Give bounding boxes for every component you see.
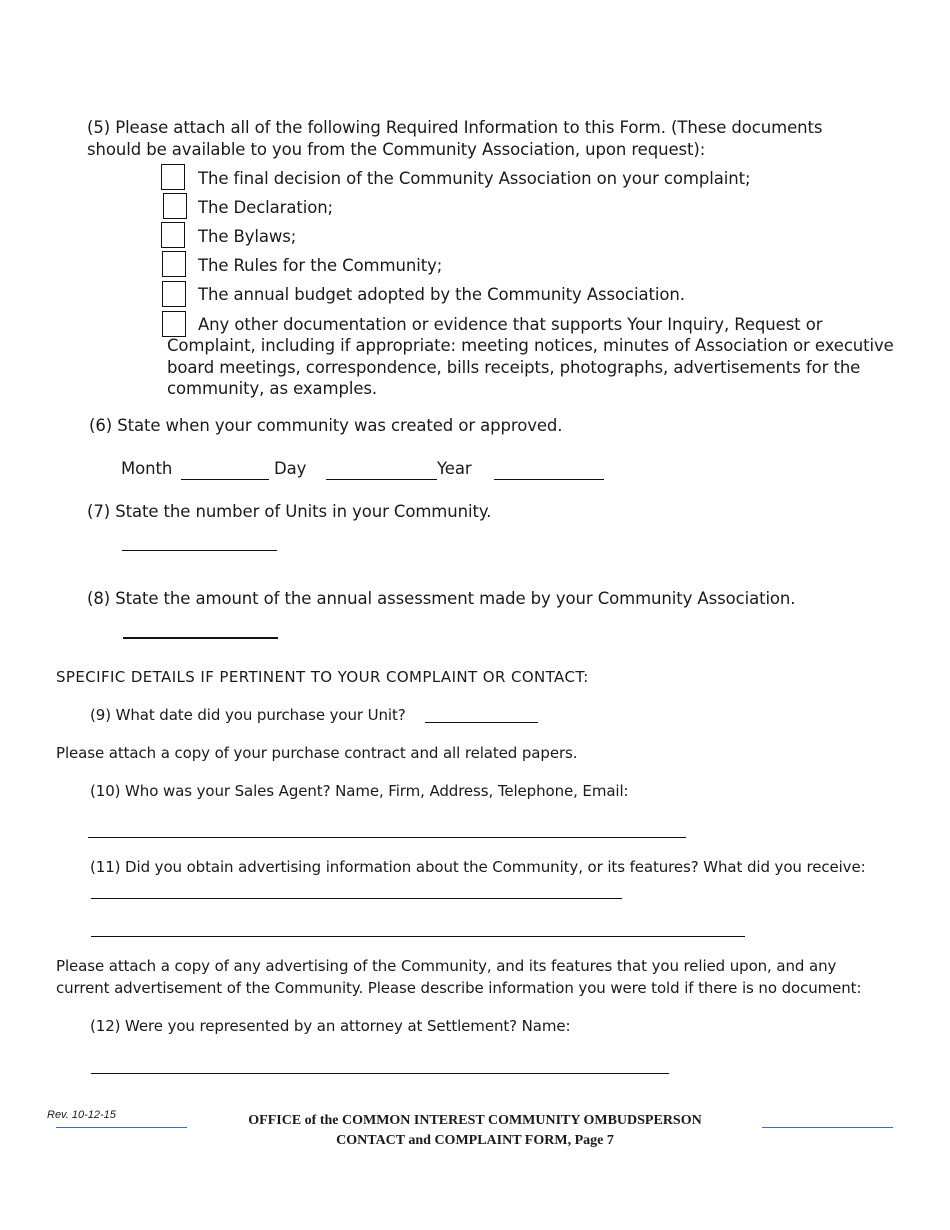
year-label: Year xyxy=(437,459,472,478)
advertising-input-line-1[interactable] xyxy=(91,898,622,899)
item10-question: (10) Who was your Sales Agent? Name, Firm, Address, Telephone, Email: xyxy=(90,782,629,800)
checklist-label-rules: The Rules for the Community; xyxy=(198,256,443,275)
footer-form-page: CONTACT and COMPLAINT FORM, Page 7 xyxy=(336,1133,614,1148)
item9-question: (9) What date did you purchase your Unit? xyxy=(90,706,406,724)
other-documentation-cont-line1: Complaint, including if appropriate: meeting notices, minutes of Association or executive xyxy=(167,336,894,355)
checkbox-declaration[interactable] xyxy=(163,193,187,219)
checklist-label-bylaws: The Bylaws; xyxy=(198,227,297,246)
other-documentation-cont-line2: board meetings, correspondence, bills receipts, photographs, advertisements for the xyxy=(167,358,861,377)
footer-left-rule xyxy=(56,1127,187,1128)
day-input-line[interactable] xyxy=(326,479,437,480)
revision-date: Rev. 10-12-15 xyxy=(47,1109,116,1121)
checkbox-rules[interactable] xyxy=(162,251,186,277)
month-label: Month xyxy=(121,459,173,478)
item5-intro-line2: should be available to you from the Community Association, upon request): xyxy=(87,140,706,159)
other-documentation-cont-line3: community, as examples. xyxy=(167,379,378,398)
checkbox-annual-budget[interactable] xyxy=(162,281,186,307)
footer-right-rule xyxy=(762,1127,893,1128)
item12-question: (12) Were you represented by an attorney at Settlement? Name: xyxy=(90,1017,571,1035)
advertising-input-line-2[interactable] xyxy=(91,936,745,937)
sales-agent-input-line[interactable] xyxy=(88,837,686,838)
item5-intro-line1: (5) Please attach all of the following Required Information to this Form. (These documents xyxy=(87,118,823,137)
attach-purchase-note: Please attach a copy of your purchase contract and all related papers. xyxy=(56,744,578,762)
checkbox-bylaws[interactable] xyxy=(161,222,185,248)
attach-advertising-line1: Please attach a copy of any advertising of the Community, and its features that you relied upon, and any xyxy=(56,957,837,975)
purchase-date-input-line[interactable] xyxy=(425,722,538,723)
item6-question: (6) State when your community was created or approved. xyxy=(89,416,563,435)
item8-question: (8) State the amount of the annual assessment made by your Community Association. xyxy=(87,589,796,608)
item7-question: (7) State the number of Units in your Community. xyxy=(87,502,492,521)
month-input-line[interactable] xyxy=(181,479,269,480)
checkbox-final-decision[interactable] xyxy=(161,164,185,190)
checklist-label-annual-budget: The annual budget adopted by the Community Association. xyxy=(198,285,685,304)
year-input-line[interactable] xyxy=(494,479,604,480)
specific-details-heading: SPECIFIC DETAILS IF PERTINENT TO YOUR COMPLAINT OR CONTACT: xyxy=(56,668,589,686)
checklist-label-declaration: The Declaration; xyxy=(198,198,334,217)
attorney-input-line[interactable] xyxy=(91,1073,669,1074)
assessment-input-line[interactable] xyxy=(123,637,278,639)
units-input-line[interactable] xyxy=(122,550,277,551)
checkbox-other-documentation[interactable] xyxy=(162,311,186,337)
attach-advertising-line2: current advertisement of the Community. Please describe information you were told if there is no document: xyxy=(56,979,862,997)
footer-office-title: OFFICE of the COMMON INTEREST COMMUNITY OMBUDSPERSON xyxy=(248,1113,702,1128)
day-label: Day xyxy=(274,459,307,478)
checklist-label-other-documentation: Any other documentation or evidence that supports Your Inquiry, Request or xyxy=(198,315,823,334)
checklist-label-final-decision: The final decision of the Community Association on your complaint; xyxy=(198,169,751,188)
item11-question: (11) Did you obtain advertising information about the Community, or its features? What did you receive: xyxy=(90,858,866,876)
